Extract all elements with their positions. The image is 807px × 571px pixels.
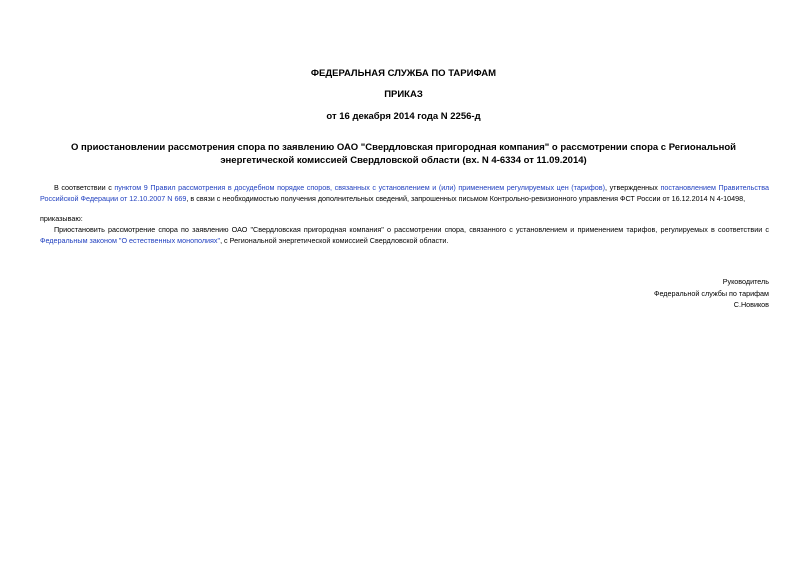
order-word: приказываю:: [40, 214, 83, 223]
preamble-text-1: В соответствии с: [54, 183, 115, 192]
agency-heading: ФЕДЕРАЛЬНАЯ СЛУЖБА ПО ТАРИФАМ: [310, 68, 497, 79]
signature-organization: Федеральной службы по тарифам: [654, 288, 769, 298]
preamble-text-2: , утвержденных: [605, 183, 661, 192]
preamble-text-3: , в связи с необходимостью получения дополнительных сведений, запрошенных письмом Контрольно-ревизионного управления ФСТ России от 16.12.2014 N 4-10498,: [186, 194, 746, 203]
order-paragraph: [40, 224, 769, 246]
order-text-1: Приостановить рассмотрение спора по заявлению ОАО "Свердловская пригородная компания" о рассмотрении спора, связанного с установлением и применением тарифов, регулируемых в соответствии с: [54, 225, 769, 234]
order-text-2: , с Региональной энергетической комиссией Свердловской области.: [220, 236, 449, 245]
preamble-paragraph: [40, 182, 769, 204]
signature-block: [509, 276, 769, 311]
doc-type-heading: ПРИКАЗ: [384, 89, 423, 100]
rules-clause-link[interactable]: пунктом 9 Правил рассмотрения в досудебном порядке споров, связанных с установлением и (или) применением регулируемых цен (тарифов): [114, 183, 605, 192]
signature-position: Руководитель: [722, 277, 769, 286]
document-title: О приостановлении рассмотрения спора по заявлению ОАО "Свердловская пригородная компания" о рассмотрении спора с Региональной энергетической комиссией Свердловской области (вх. N 4-6334 от 11.09.2014): [71, 142, 736, 166]
federal-law-link[interactable]: Федеральным законом "О естественных монополиях": [40, 236, 221, 245]
signature-name: С.Новиков: [733, 300, 769, 309]
doc-date-number: от 16 декабря 2014 года N 2256-д: [326, 111, 481, 122]
government-decree-link[interactable]: постановлением Правительства Российской Федерации от 12.10.2007 N 669: [40, 183, 769, 203]
